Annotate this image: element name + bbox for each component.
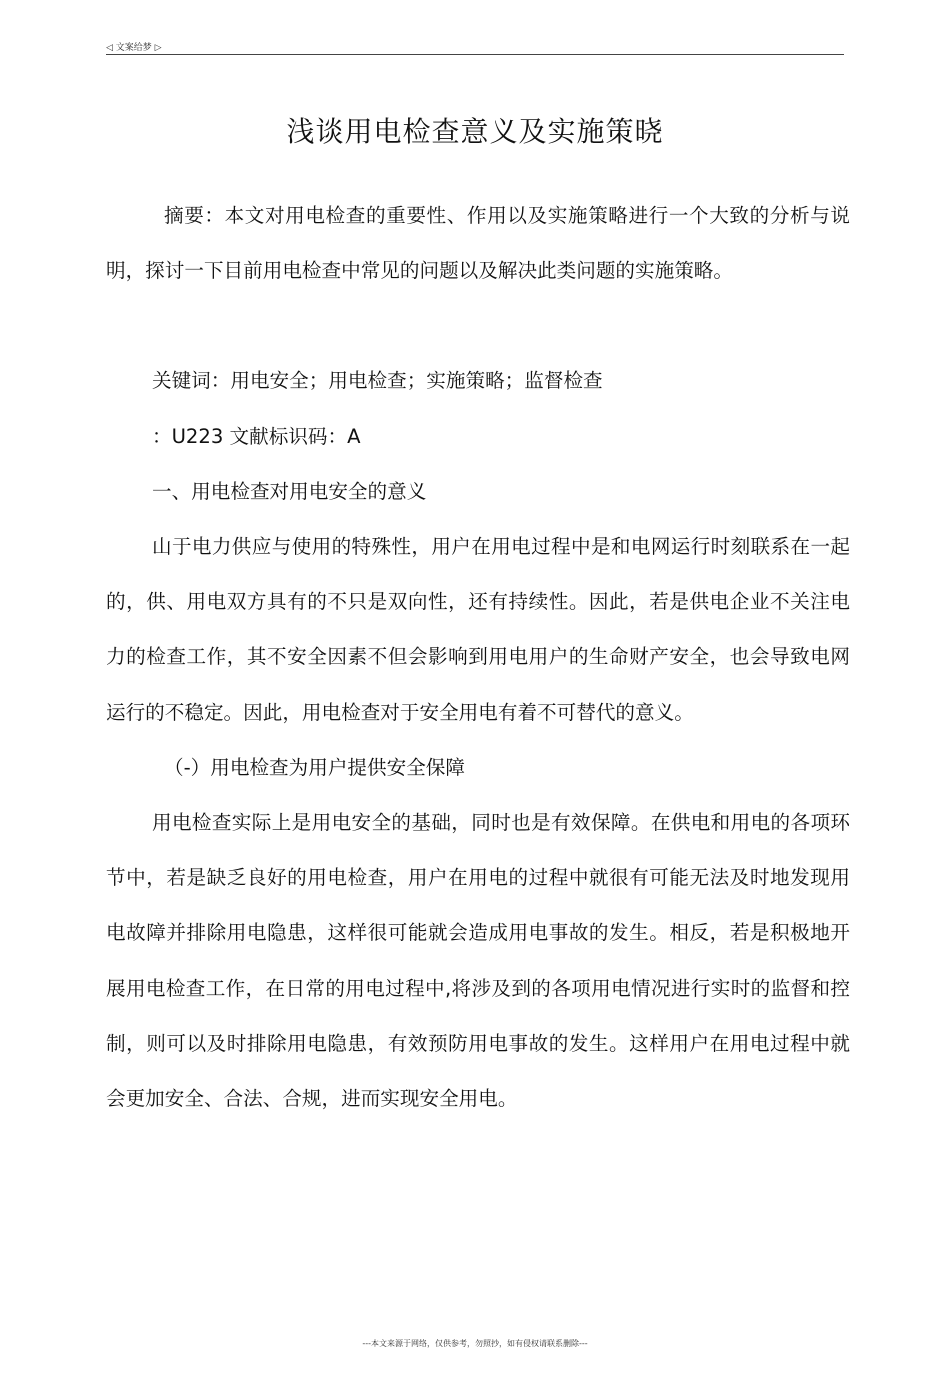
spacer [106,298,850,353]
document-title: 浅谈用电检查意义及实施策晓 [286,114,664,148]
footer-notice: ---本文来源于网络，仅供参考，勿照抄，如有侵权请联系删除--- [362,1339,588,1348]
keywords-line: 关键词：用电安全；用电检查；实施策略；监督检查 [152,369,603,393]
abstract-paragraph: 摘要：本文对用电检查的重要性、作用以及实施策略进行一个大致的分析与说明，探讨一下目前用电检查中常见的问题以及解决此类问题的实施策略。 [106,204,850,283]
document-body [106,188,850,1126]
header-label: ◁ 文案给梦 ▷ [106,43,162,53]
header-divider [106,54,844,55]
subsection-paragraph: 用电检查实际上是用电安全的基础，同时也是有效保障。在供电和用电的各项环节中，若是缺乏良好的用电检查，用户在用电的过程中就很有可能无法及时地发现用电故障并排除用电隐患，这样很可能就会造成用电事故的发生。相反，若是积极地开展用电检查工作，在日常的用电过程中,将涉及到的各项用电情况进行实时的监督和控制，则可以及时排除用电隐患，有效预防用电事故的发生。这样用户在用电过程中就会更加安全、合法、合规，进而实现安全用电。 [106,811,850,1111]
section-paragraph: 山于电力供应与使用的特殊性，用户在用电过程中是和电网运行时刻联系在一起的，供、用电双方具有的不只是双向性，还有持续性。因此，若是供电企业不关注电力的检查工作，其不安全因素不但会影响到用电用户的生命财产安全，也会导致电网运行的不稳定。因此，用电检查对于安全用电有着不可替代的意义。 [106,535,850,724]
classification-line: ：U223 文献标识码：A [152,424,361,448]
subsection-heading: （-）用电检查为用户提供安全保障 [164,755,465,779]
section-heading: 一、用电检查对用电安全的意义 [152,479,427,503]
